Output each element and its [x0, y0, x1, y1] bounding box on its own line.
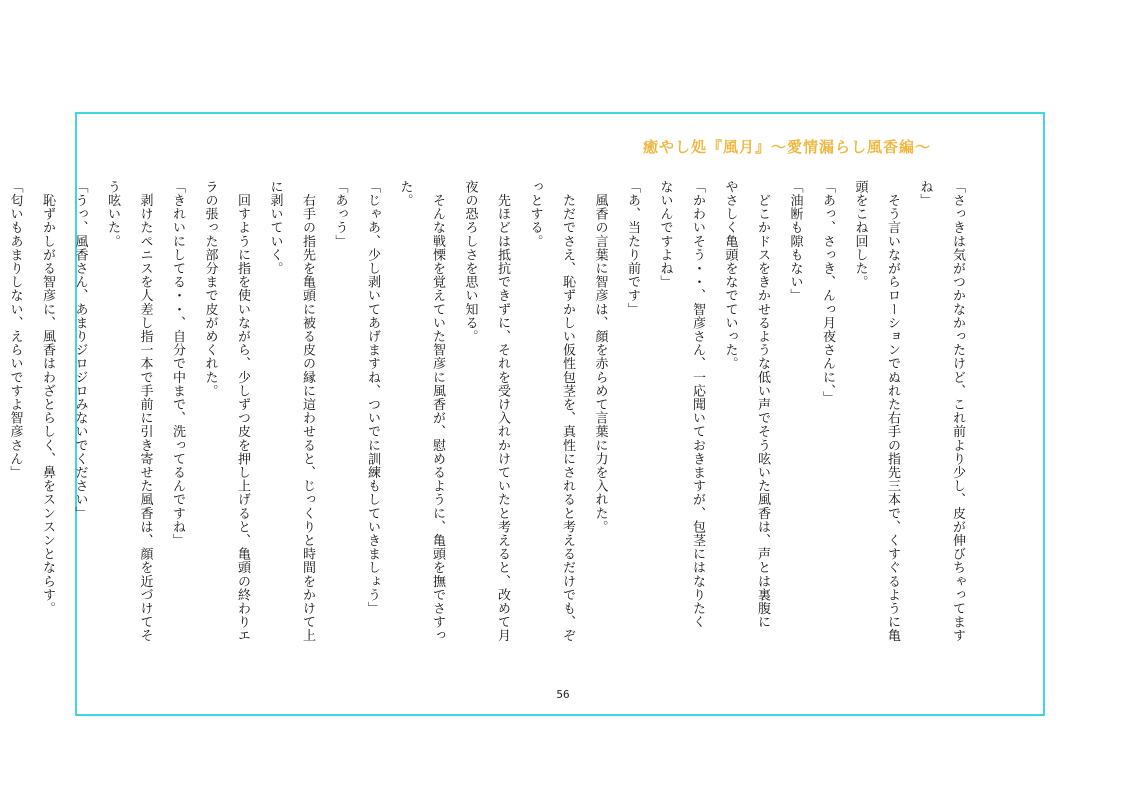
text-line: 「あ、当たり前です」 [625, 180, 640, 316]
page-header-title: 癒やし処『風月』～愛情漏らし風香編～ [642, 138, 931, 156]
text-line: どこかドスをきかせるような低い声でそう呟いた風香は、声とは裏腹に [755, 180, 770, 629]
text-line: 「油断も隙もない」 [787, 180, 803, 303]
text-line: ラの張った部分まで皮がめくれた。 [202, 180, 218, 398]
text-line: 「うっ、風香さん、あまりジロジロみないでください」 [72, 180, 88, 520]
text-line: ね」 [917, 180, 933, 208]
text-line: 右手の指先を亀頭に被る皮の縁に這わせると、じっくりと時間をかけて上 [300, 180, 315, 643]
page-number: 56 [556, 688, 570, 701]
text-line: そんな戦慄を覚えていた智彦に風香が、慰めるように、亀頭を撫でさすっ [430, 180, 445, 643]
text-line: ないんですよね」 [657, 180, 673, 289]
text-line: 恥ずかしがる智彦に、風香はわざとらしく、鼻をスンスンとならす。 [40, 180, 55, 616]
text-line: 頭をこね回した。 [852, 180, 868, 289]
text-line: 「さっきは気がつかなかったけど、これ前より少し、皮が伸びちゃってます [950, 180, 965, 643]
text-line: 風香の言葉に智彦は、顔を赤らめて言葉に力を入れた。 [592, 180, 608, 534]
text-line: そう言いながらローションでぬれた右手の指先三本で、くすぐるように亀 [885, 180, 900, 643]
text-line: やさしく亀頭をなでていった。 [722, 180, 738, 371]
text-line: っとする。 [527, 180, 543, 248]
text-line: う呟いた。 [105, 180, 120, 248]
text-line: 回すように指を使いながら、少しずつ皮を押し上げると、亀頭の終わりエ [235, 180, 250, 643]
text-line: 剥けたペニスを人差し指一本で手前に引き寄せた風香は、顔を近づけてそ [137, 180, 153, 643]
text-line: 「あっう」 [332, 180, 348, 248]
text-line: 「じゃあ、少し剥いてあげますね、ついでに訓練もしていきましょう」 [365, 180, 380, 616]
text-line: 「あっ、さっき、んっ月夜さんに、」 [820, 180, 835, 405]
text-line: 「きれいにしてる・・、自分で中まで、洗ってるんですね」 [170, 180, 185, 548]
text-line: に剥いていく。 [267, 180, 283, 276]
text-line: た。 [397, 180, 413, 208]
text-line: ただでさえ、恥ずかしい仮性包茎を、真性にされると考えるだけでも、ぞ [560, 180, 575, 643]
text-line: 「かわいそう・・、智彦さん、一応聞いておきますが、包茎にはなりたく [690, 180, 705, 629]
text-line: 夜の恐ろしさを思い知る。 [462, 180, 478, 344]
body-text [7, 180, 973, 650]
text-line: 「匂いもあまりしない、えらいですよ智彦さん」 [7, 180, 23, 480]
text-line: 先ほどは抵抗できずに、それを受け入れかけていたと考えると、改めて月 [495, 180, 510, 643]
